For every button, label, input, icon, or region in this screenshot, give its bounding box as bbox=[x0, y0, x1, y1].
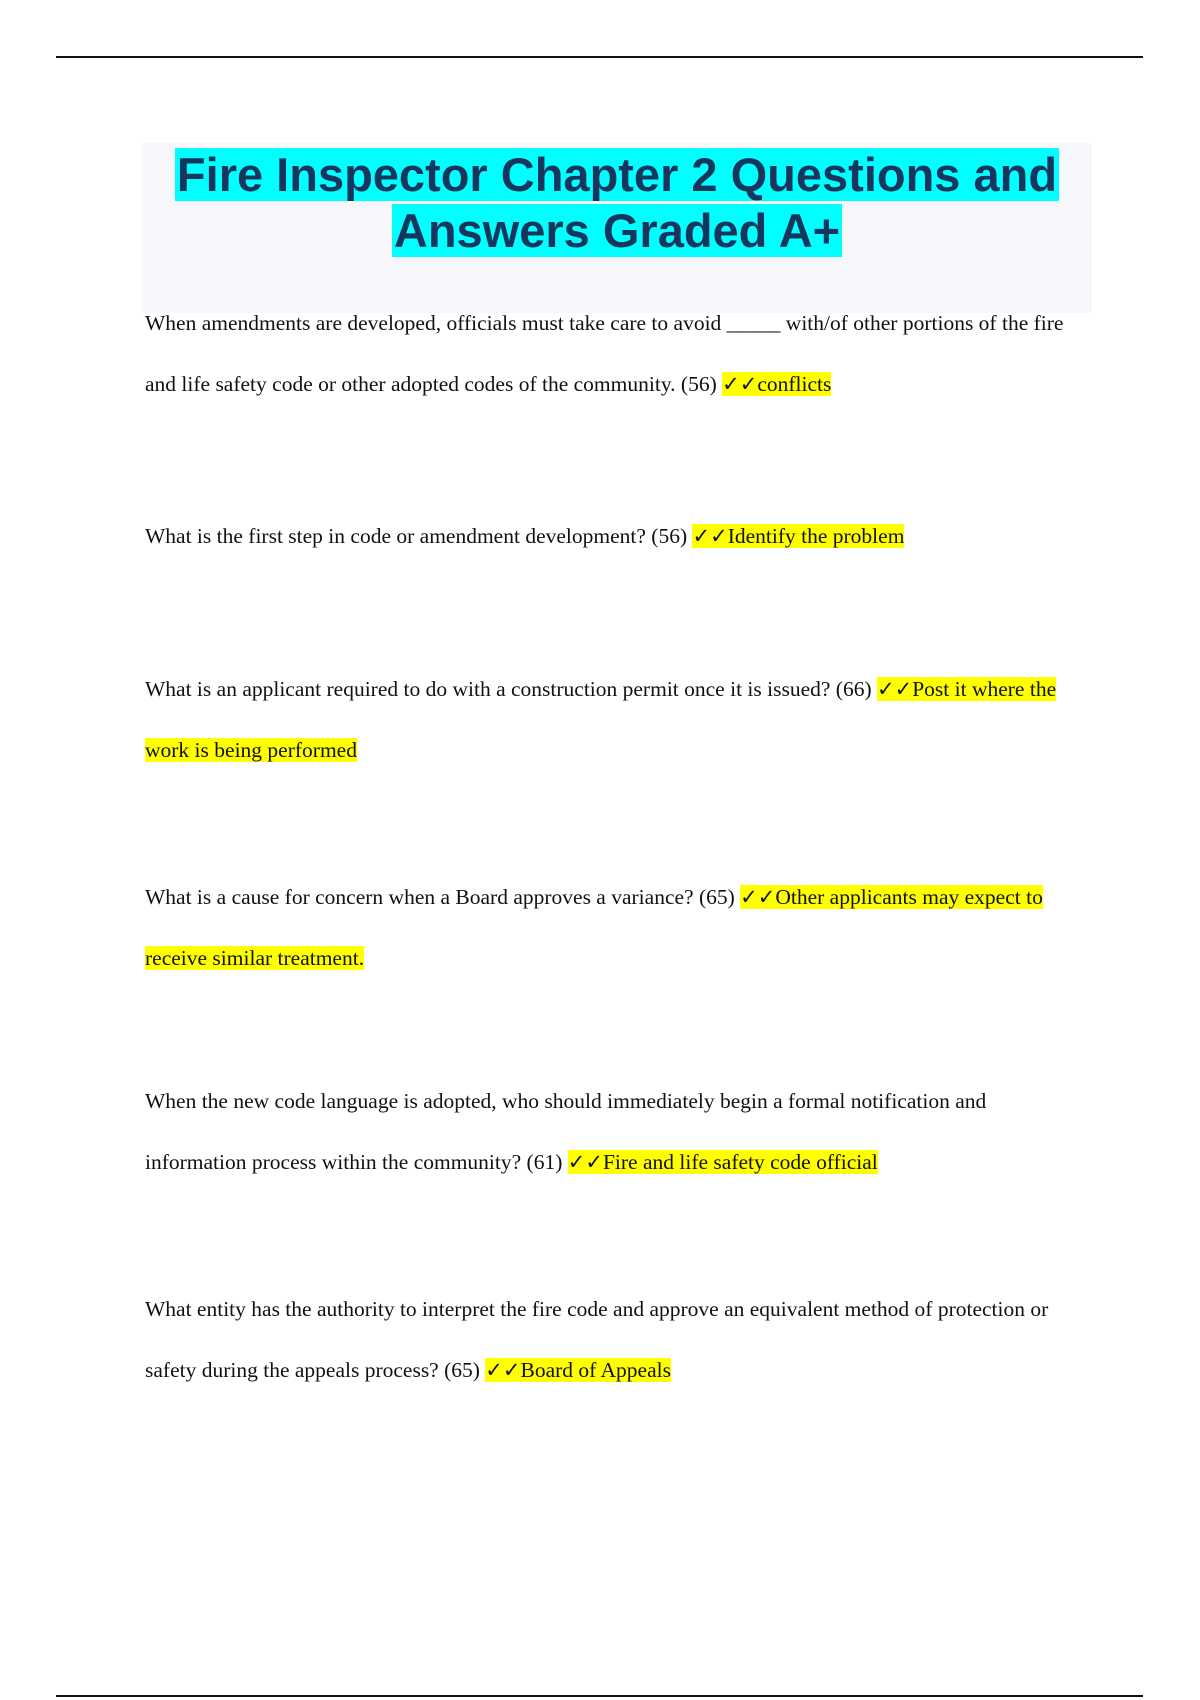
check-icon: ✓✓ bbox=[567, 1150, 603, 1174]
qa-item-5 bbox=[145, 1071, 1085, 1193]
check-icon: ✓✓ bbox=[485, 1358, 521, 1382]
answer-text: Identify the problem bbox=[727, 524, 905, 548]
title-line-1: Fire Inspector Chapter 2 Questions and bbox=[176, 148, 1058, 201]
qa-item-4 bbox=[145, 867, 1085, 989]
answer-highlight bbox=[568, 1150, 878, 1174]
question-text: What is a cause for concern when a Board approves a variance? (65) bbox=[145, 885, 741, 909]
answer-highlight bbox=[485, 1358, 671, 1382]
check-icon: ✓✓ bbox=[877, 677, 913, 701]
answer-text: Fire and life safety code official bbox=[602, 1150, 878, 1174]
qa-item-6 bbox=[145, 1279, 1085, 1401]
question-text: What entity has the authority to interpret the fire code and approve an equivalent method of protection or safety during the appeals process? (65) bbox=[145, 1297, 1049, 1382]
check-icon: ✓✓ bbox=[722, 372, 758, 396]
answer-text: conflicts bbox=[757, 372, 832, 396]
title-line-2: Answers Graded A+ bbox=[393, 204, 841, 257]
check-icon: ✓✓ bbox=[740, 885, 776, 909]
answer-highlight bbox=[722, 372, 831, 396]
question-text: What is the first step in code or amendment development? (56) bbox=[145, 524, 693, 548]
qa-item-1 bbox=[145, 293, 1085, 415]
title-block bbox=[142, 143, 1092, 313]
question-text: What is an applicant required to do with a construction permit once it is issued? (66) bbox=[145, 677, 877, 701]
bottom-rule bbox=[56, 1695, 1143, 1697]
question-text: When amendments are developed, officials must take care to avoid _____ with/of other portions of the fire and life safety code or other adopted codes of the community. (56) bbox=[145, 311, 1064, 396]
document-title bbox=[142, 143, 1092, 259]
answer-text: Other applicants may expect to receive similar treatment. bbox=[145, 885, 1043, 970]
answer-highlight bbox=[692, 524, 904, 548]
top-rule bbox=[56, 56, 1143, 58]
check-icon: ✓✓ bbox=[692, 524, 728, 548]
answer-text: Board of Appeals bbox=[520, 1358, 671, 1382]
qa-item-2 bbox=[145, 506, 1085, 567]
answer-text: Post it where the work is being performed bbox=[145, 677, 1057, 762]
question-text: When the new code language is adopted, who should immediately begin a formal notification and information process within the community? (61) bbox=[145, 1089, 987, 1174]
qa-item-3 bbox=[145, 659, 1085, 781]
